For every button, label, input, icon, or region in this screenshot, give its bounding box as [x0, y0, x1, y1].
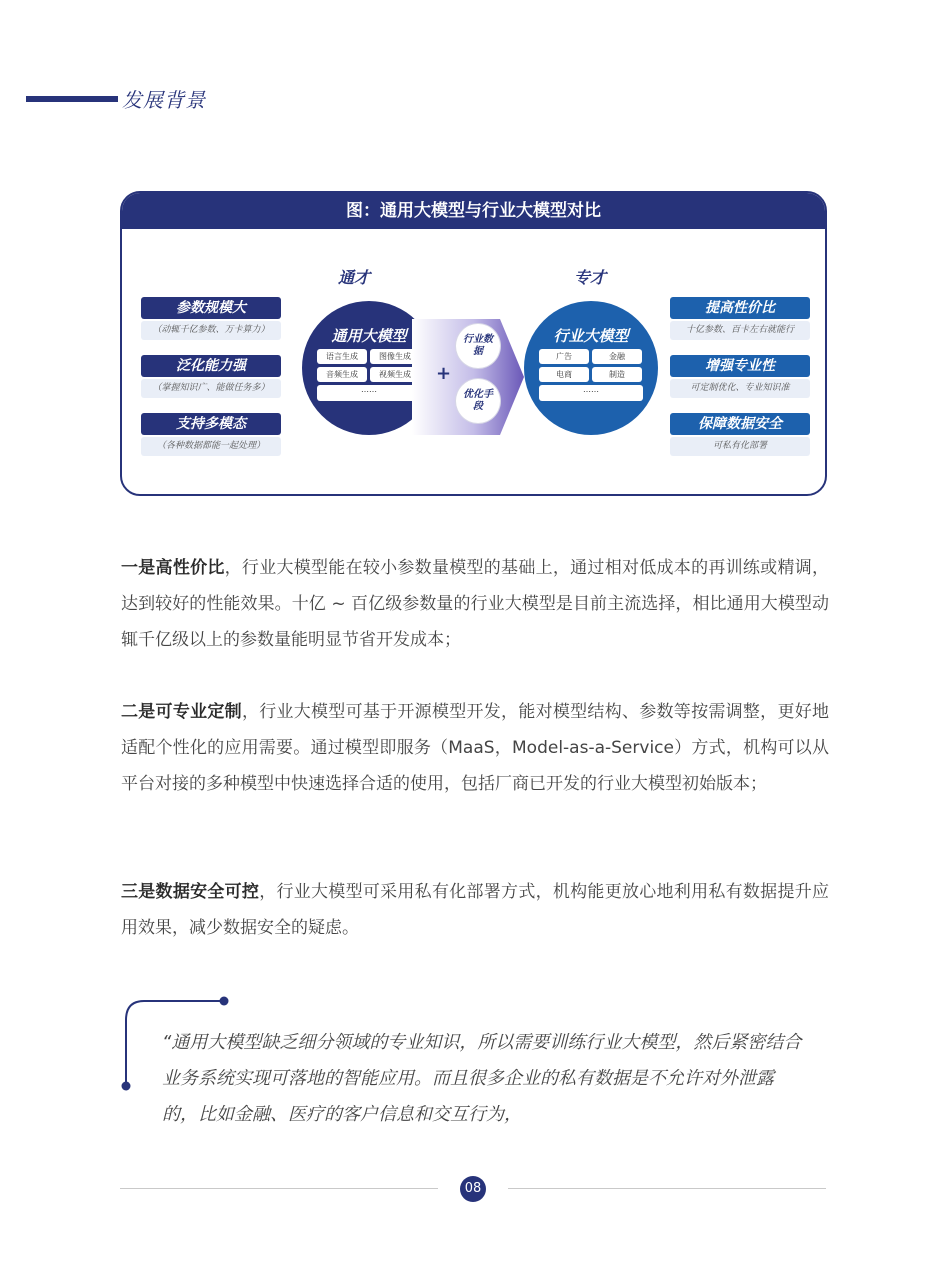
figure-title: 图：通用大模型与行业大模型对比 — [122, 193, 825, 229]
general-model-title: 通用大模型 — [331, 327, 407, 345]
chip-more: …… — [317, 385, 421, 401]
paragraph-lead: 三是数据安全可控 — [121, 882, 260, 902]
feature-tag: 提高性价比 — [670, 297, 810, 319]
feature-sub: 十亿参数、百卡左右就能行 — [670, 321, 810, 340]
feature-cost-effective — [670, 297, 810, 340]
paragraph-lead: 一是高性价比 — [121, 558, 225, 578]
industry-model-title: 行业大模型 — [553, 327, 629, 345]
paragraph-custom — [121, 694, 829, 802]
feature-professional — [670, 355, 810, 398]
chip-more: …… — [539, 385, 643, 401]
footer-line-right — [508, 1188, 826, 1189]
footer-line-left — [120, 1188, 438, 1189]
section-bar — [26, 96, 118, 102]
chip: 制造 — [592, 367, 642, 382]
feature-tag: 参数规模大 — [141, 297, 281, 319]
industry-model-circle — [524, 301, 658, 435]
optimization-circle: 优化手段 — [456, 379, 500, 423]
feature-data-security — [670, 413, 810, 456]
chip: 音频生成 — [317, 367, 367, 382]
chip: 电商 — [539, 367, 589, 382]
feature-multimodal — [141, 413, 281, 456]
paragraph-text: ，行业大模型可采用私有化部署方式，机构能更放心地利用私有数据提升应用效果，减少数据安全的疑虑。 — [121, 882, 830, 938]
feature-tag: 保障数据安全 — [670, 413, 810, 435]
feature-sub: （各种数据都能一起处理） — [141, 437, 281, 456]
feature-generalization — [141, 355, 281, 398]
chip: 图像生成 — [370, 349, 420, 364]
paragraph-text: ，行业大模型能在较小参数量模型的基础上，通过相对低成本的再训练或精调，达到较好的性能效果。十亿 ~ 百亿级参数量的行业大模型是目前主流选择，相比通用大模型动辄千亿级以上的参数量能明显节省开发成本； — [121, 558, 830, 650]
paragraph-lead: 二是可专业定制 — [121, 702, 242, 722]
plus-icon: + — [436, 363, 452, 384]
section-title: 发展背景 — [122, 88, 206, 112]
pull-quote: “通用大模型缺乏细分领域的专业知识，所以需要训练行业大模型，然后紧密结合业务系统实现可落地的智能应用。而且很多企业的私有数据是不允许对外泄露的，比如金融、医疗的客户信息和交互行为， — [162, 1032, 802, 1125]
paragraph-security — [121, 874, 829, 946]
feature-tag: 增强专业性 — [670, 355, 810, 377]
feature-sub: （动辄千亿参数、万卡算力） — [141, 321, 281, 340]
industry-data-circle: 行业数据 — [456, 324, 500, 368]
feature-sub: 可定制优化、专业知识准 — [670, 379, 810, 398]
feature-param-scale — [141, 297, 281, 340]
feature-tag: 泛化能力强 — [141, 355, 281, 377]
chip: 语言生成 — [317, 349, 367, 364]
feature-tag: 支持多模态 — [141, 413, 281, 435]
chip: 广告 — [539, 349, 589, 364]
page-number: 08 — [460, 1176, 486, 1202]
feature-sub: 可私有化部署 — [670, 437, 810, 456]
chip: 金融 — [592, 349, 642, 364]
feature-sub: （掌握知识广、能做任务多） — [141, 379, 281, 398]
paragraph-cost — [121, 550, 829, 658]
generalist-label: 通才 — [338, 268, 371, 287]
specialist-label: 专才 — [574, 268, 607, 287]
chip: 视频生成 — [370, 367, 420, 382]
paragraph-text: ，行业大模型可基于开源模型开发，能对模型结构、参数等按需调整，更好地适配个性化的应用需要。通过模型即服务（MaaS，Model-as-a-Service）方式，机构可以从平台对接的多种模型中快速选择合适的使用，包括厂商已开发的行业大模型初始版本； — [121, 702, 830, 794]
comparison-figure — [120, 191, 827, 496]
